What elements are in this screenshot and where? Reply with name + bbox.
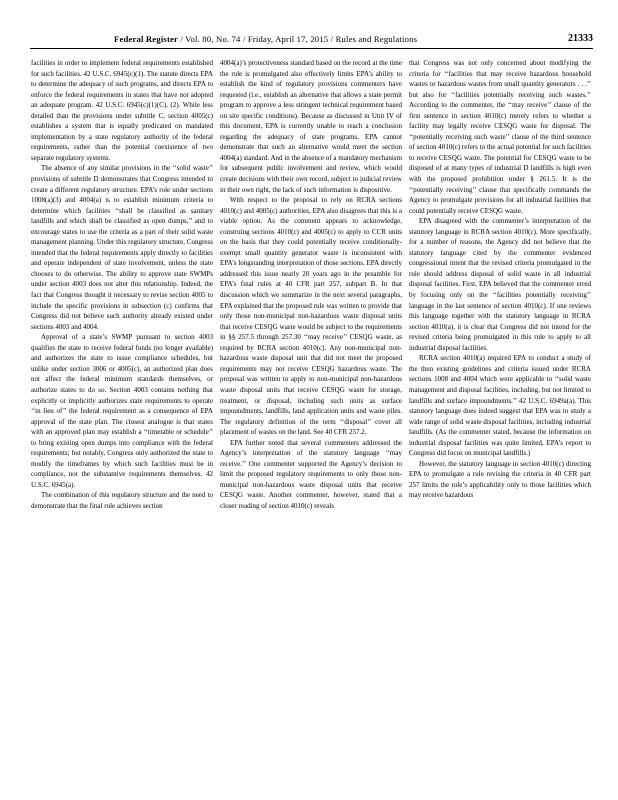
paragraph: However, the statutory language in section 4010(c) directing EPA to promulgate a rule revising the criteria in 40 CFR part 257 limits the rule’s applicability only to those facilities which may receive hazardous: [409, 459, 591, 500]
paragraph: RCRA section 4010(a) required EPA to conduct a study of the then existing guidelines and criteria issued under RCRA sections 1008 and 4004 which were applicable to ‘‘solid waste management and disposal facilities, including, but not limited to landfills and surface impoundments.’’ 42 U.S.C. 6949a(a). This statutory language does indeed suggest that EPA was to study a wide range of solid waste disposal facilities, including industrial landfills. (As the commenter stated, because the information on industrial disposal facilities was quite limited, EPA’s report to Congress did focus on municipal landfills.): [409, 354, 591, 458]
text-column-1: [31, 58, 213, 793]
paragraph: facilities in order to implement federal requirements established for such facilities. 42 U.S.C. 6945(c)(1). The statute directs EPA to determine the adequacy of such programs, and directs EPA to enforce the federal requirements in states that have not adopted an adequate program. 42 U.S.C. 6945(c)(1)(C), (2). While less detailed than the provisions under subtitle C, section 4005(c) establishes a system that is equally predicated on mandated implementation by a state regulatory authority of the federal requirements, rather than the potential coexistence of two separate regulatory systems.: [31, 59, 213, 162]
paragraph: 4004(a)’s protectiveness standard based on the record at the time the rule is promulgated also effectively limits EPA’s ability to establish the kind of regulatory provisions commenters have requested (i.e., establish an alternative that allows a state permit program to approve a less stringent technical requirement based on site specific conditions). Because as discussed in Unit IV of this document, EPA is currently unable to reach a conclusion regarding the adequacy of state programs, EPA cannot demonstrate that such an alternative would meet the section 4004(a) standard. And in the absence of a mandatory mechanism for subsequent public involvement and review, which would create decisions with their own record, subject to judicial review in their own right, the lack of such information is dispositive.: [220, 59, 402, 194]
paragraph: that Congress was not only concerned about modifying the criteria for ‘‘facilities that may receive hazardous household wastes or hazardous wastes from small quantity generators . . .’’ but also for ‘‘facilities potentially receiving such wastes.’’ According to the commenter, the ‘‘may receive’’ clause of the first sentence in section 4010(c) merely refers to whether a facility may legally receive CESQG waste for disposal. The ‘‘potentially receiving such waste’’ clause of the third sentence of section 4010(c) refers to the actual potential for such facilities to receive CESQG waste. The potential for CESQG waste to be disposed of at many types of industrial D landfills is high even with the proposed prohibition under § 261.5. It is the ‘‘potentially receiving’’ clause that specifically commands the Agency to promulgate provisions for all industrial facilities that could potentially receive CESQG waste.: [409, 59, 591, 215]
text-column-3: [409, 58, 591, 793]
page-number: 21333: [568, 33, 593, 44]
page-header: [30, 32, 593, 49]
paragraph: The combination of this regulatory structure and the need to demonstrate that the final rule achieves section: [31, 491, 213, 510]
paragraph: The absence of any similar provisions in the ‘‘solid waste’’ provisions of subtitle D demonstrates that Congress intended to create a different regulatory structure. EPA’s role under sections 1008(a)(3) and 4004(a) is to establish minimum criteria to determine which facilities ‘‘shall be classified as sanitary landfills and which shall be classified as open dumps,’’ and to encourage states to use the criteria as a part of their solid waste management planning. Under this regulatory structure, Congress intended that the federal requirements apply directly to facilities and operate independent of state involvement, unless the state chooses to do otherwise. The ability to approve state SWMPs under section 4003 does not alter this relationship. Indeed, the fact that Congress thought it necessary to revise section 4005 to include the specific provisions in subsection (c) confirms that Congress did not believe such authority already existed under sections 4003 and 4004.: [31, 164, 213, 331]
text-column-2: [220, 58, 402, 793]
paragraph: EPA further noted that several commenters addressed the Agency’s interpretation of the statutory language ‘‘may receive.’’ One commenter supported the Agency’s decision to limit the proposed regulatory requirements to only those non-municipal non-hazardous waste disposal units that receive CESQG waste. Another commenter, however, stated that a closer reading of section 4010(c) reveals: [220, 438, 402, 510]
paragraph: Approval of a state’s SWMP pursuant to section 4003 qualifies the state to receive federal funds (no longer available) and authorizes the state to issue compliance schedules, but unlike under section 3006 or 4005(c), an authorized plan does not affect the federal minimum standards themselves, or authorize states to do so. Section 4003 contains nothing that explicitly or implicitly authorizes state requirements to operate ‘‘in lieu of’’ the federal requirement as a consequence of EPA approval of the state plan. The closest analogue is that states with an approved plan may establish a ‘‘timetable or schedule’’ to bring existing open dumps into compliance with the federal requirements; but notably, Congress only authorized the state to modify the timeframes by which such facilities must be in compliance, not the substantive requirements themselves. 42 U.S.C. 6945(a).: [31, 333, 213, 489]
paragraph: EPA disagreed with the commenter’s interpretation of the statutory language in RCRA section 4010(c). More specifically, for a number of reasons, the Agency did not believe that the statutory language cited by the commenter evidenced congressional intent that the revised criteria promulgated in the rule should address disposal of solid waste in all industrial disposal facilities. First, EPA believed that the commenter erred by focusing only on the ‘‘facilities potentially receiving’’ language in the last sentence of section 4010(c). If one reviews this language together with the statutory language in RCRA section 4010(a), it is clear that Congress did not intend for the revised criteria being promulgated in this rule to apply to all industrial disposal facilities.: [409, 217, 591, 352]
paragraph: With respect to the proposal to rely on RCRA sections 4010(c) and 4005(c) authorities, EPA also disagrees that this is a viable option. As the comment appears to acknowledge, construing sections 4010(c) and 4005(c) to apply to CCR units on the basis that they could potentially receive conditionally-exempt small quantity generator waste is inconsistent with EPA’s longstanding interpretation of those sections. EPA directly addressed this issue nearly 20 years ago in the preamble for EPA’s final rules at 40 CFR part 257, subpart B. In that discussion which we summarize in the next several paragraphs, EPA explained that the proposed rule was written to provide that only those non-municipal non-hazardous waste disposal units that receive CESQG waste would be subject to the requirements in §§ 257.5 through 257.30 ‘‘may receive’’ CESQG waste, as required by RCRA section 4010(c). Any non-municipal non-hazardous waste disposal unit that did not meet the proposed requirements may not receive CESQG hazardous waste. The proposal was written to apply to non-municipal non-hazardous waste disposal units that receive CESQG waste for storage, treatment, or disposal, including such units as surface impoundments, landfills, land application units and waste piles. The regulatory definition of the term ‘‘disposal’’ cover all placement of wastes on the land. See 40 CFR 257.2.: [220, 196, 402, 437]
running-head: [114, 34, 417, 44]
issue-details: / Vol. 80, No. 74 / Friday, April 17, 2015 / Rules and Regulations: [180, 34, 418, 44]
journal-title: Federal Register: [114, 34, 179, 44]
